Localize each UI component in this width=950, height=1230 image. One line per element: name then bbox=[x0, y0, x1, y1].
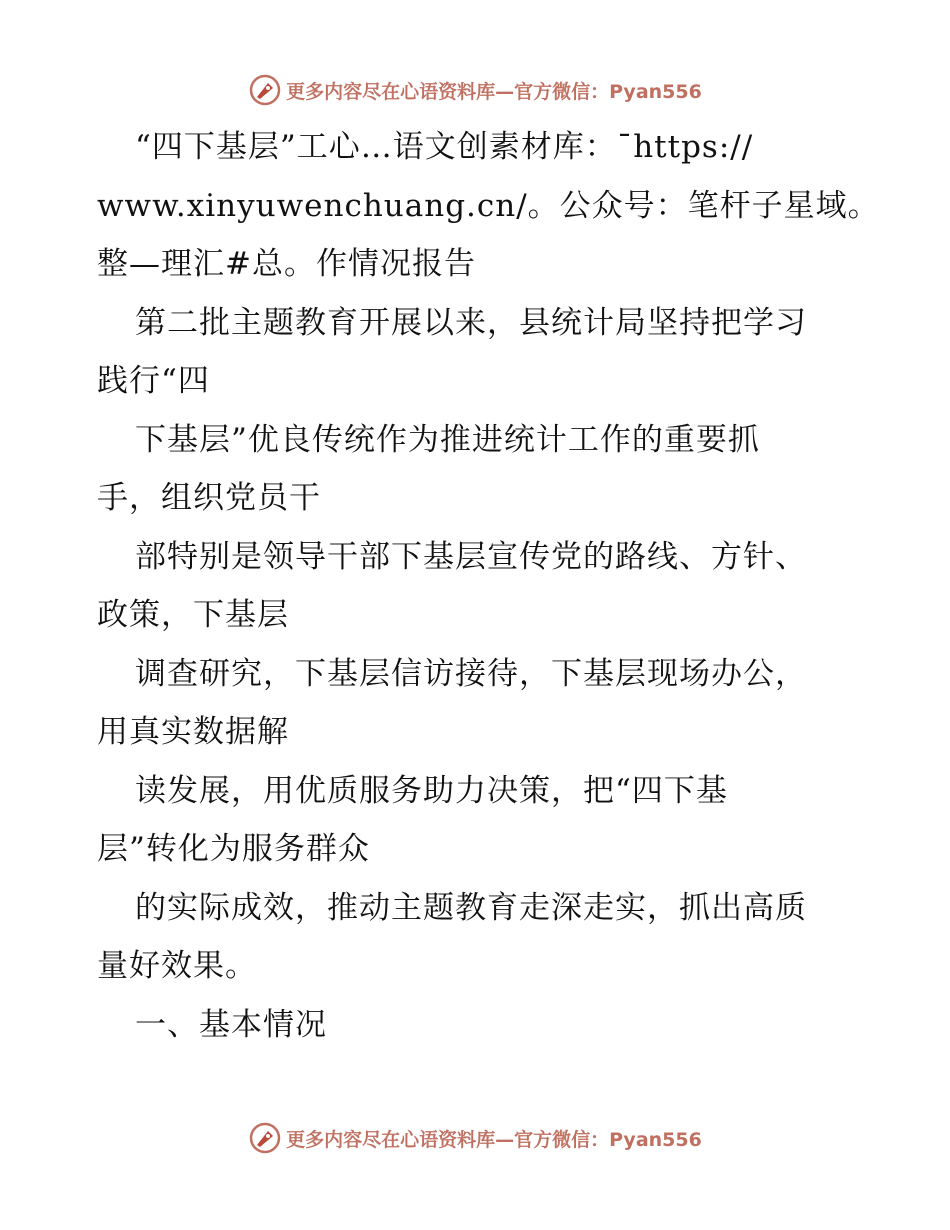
body-line: 政策，下基层 bbox=[97, 597, 289, 633]
body-line: 整—理汇#总。作情况报告 bbox=[97, 246, 476, 282]
body-line: 的实际成效，推动主题教育走深走实，抓出高质 bbox=[135, 889, 807, 926]
header-banner bbox=[0, 70, 950, 110]
body-line: 调查研究，下基层信访接待，下基层现场办公， bbox=[135, 655, 807, 692]
body-line: 第二批主题教育开展以来，县统计局坚持把学习 bbox=[135, 304, 807, 341]
body-line: “四下基层”工心…语文创素材库：¯https:// bbox=[135, 129, 754, 165]
header-banner-text: 更多内容尽在心语资料库—官方微信：Pyan556 bbox=[286, 80, 702, 103]
section-heading: 一、基本情况 bbox=[135, 1006, 327, 1043]
body-line: www.xinyuwenchuang.cn/。公众号：笔杆子星域。 bbox=[97, 187, 880, 224]
footer-banner bbox=[0, 1118, 950, 1158]
footer-banner-text: 更多内容尽在心语资料库—官方微信：Pyan556 bbox=[286, 1128, 702, 1151]
body-line: 量好效果。 bbox=[97, 948, 257, 984]
body-line: 层”转化为服务群众 bbox=[97, 831, 370, 867]
body-line: 下基层”优良传统作为推进统计工作的重要抓 bbox=[135, 421, 760, 458]
body-line: 读发展，用优质服务助力决策，把“四下基 bbox=[135, 772, 728, 809]
body-line: 手，组织党员干 bbox=[97, 480, 321, 516]
body-line: 部特别是领导干部下基层宣传党的路线、方针、 bbox=[135, 538, 807, 575]
body-line: 用真实数据解 bbox=[97, 714, 289, 750]
document-body bbox=[97, 118, 880, 1054]
pen-nib-logo-icon bbox=[248, 1121, 282, 1155]
pen-nib-logo-icon bbox=[248, 73, 282, 107]
body-line: 践行“四 bbox=[97, 363, 210, 399]
